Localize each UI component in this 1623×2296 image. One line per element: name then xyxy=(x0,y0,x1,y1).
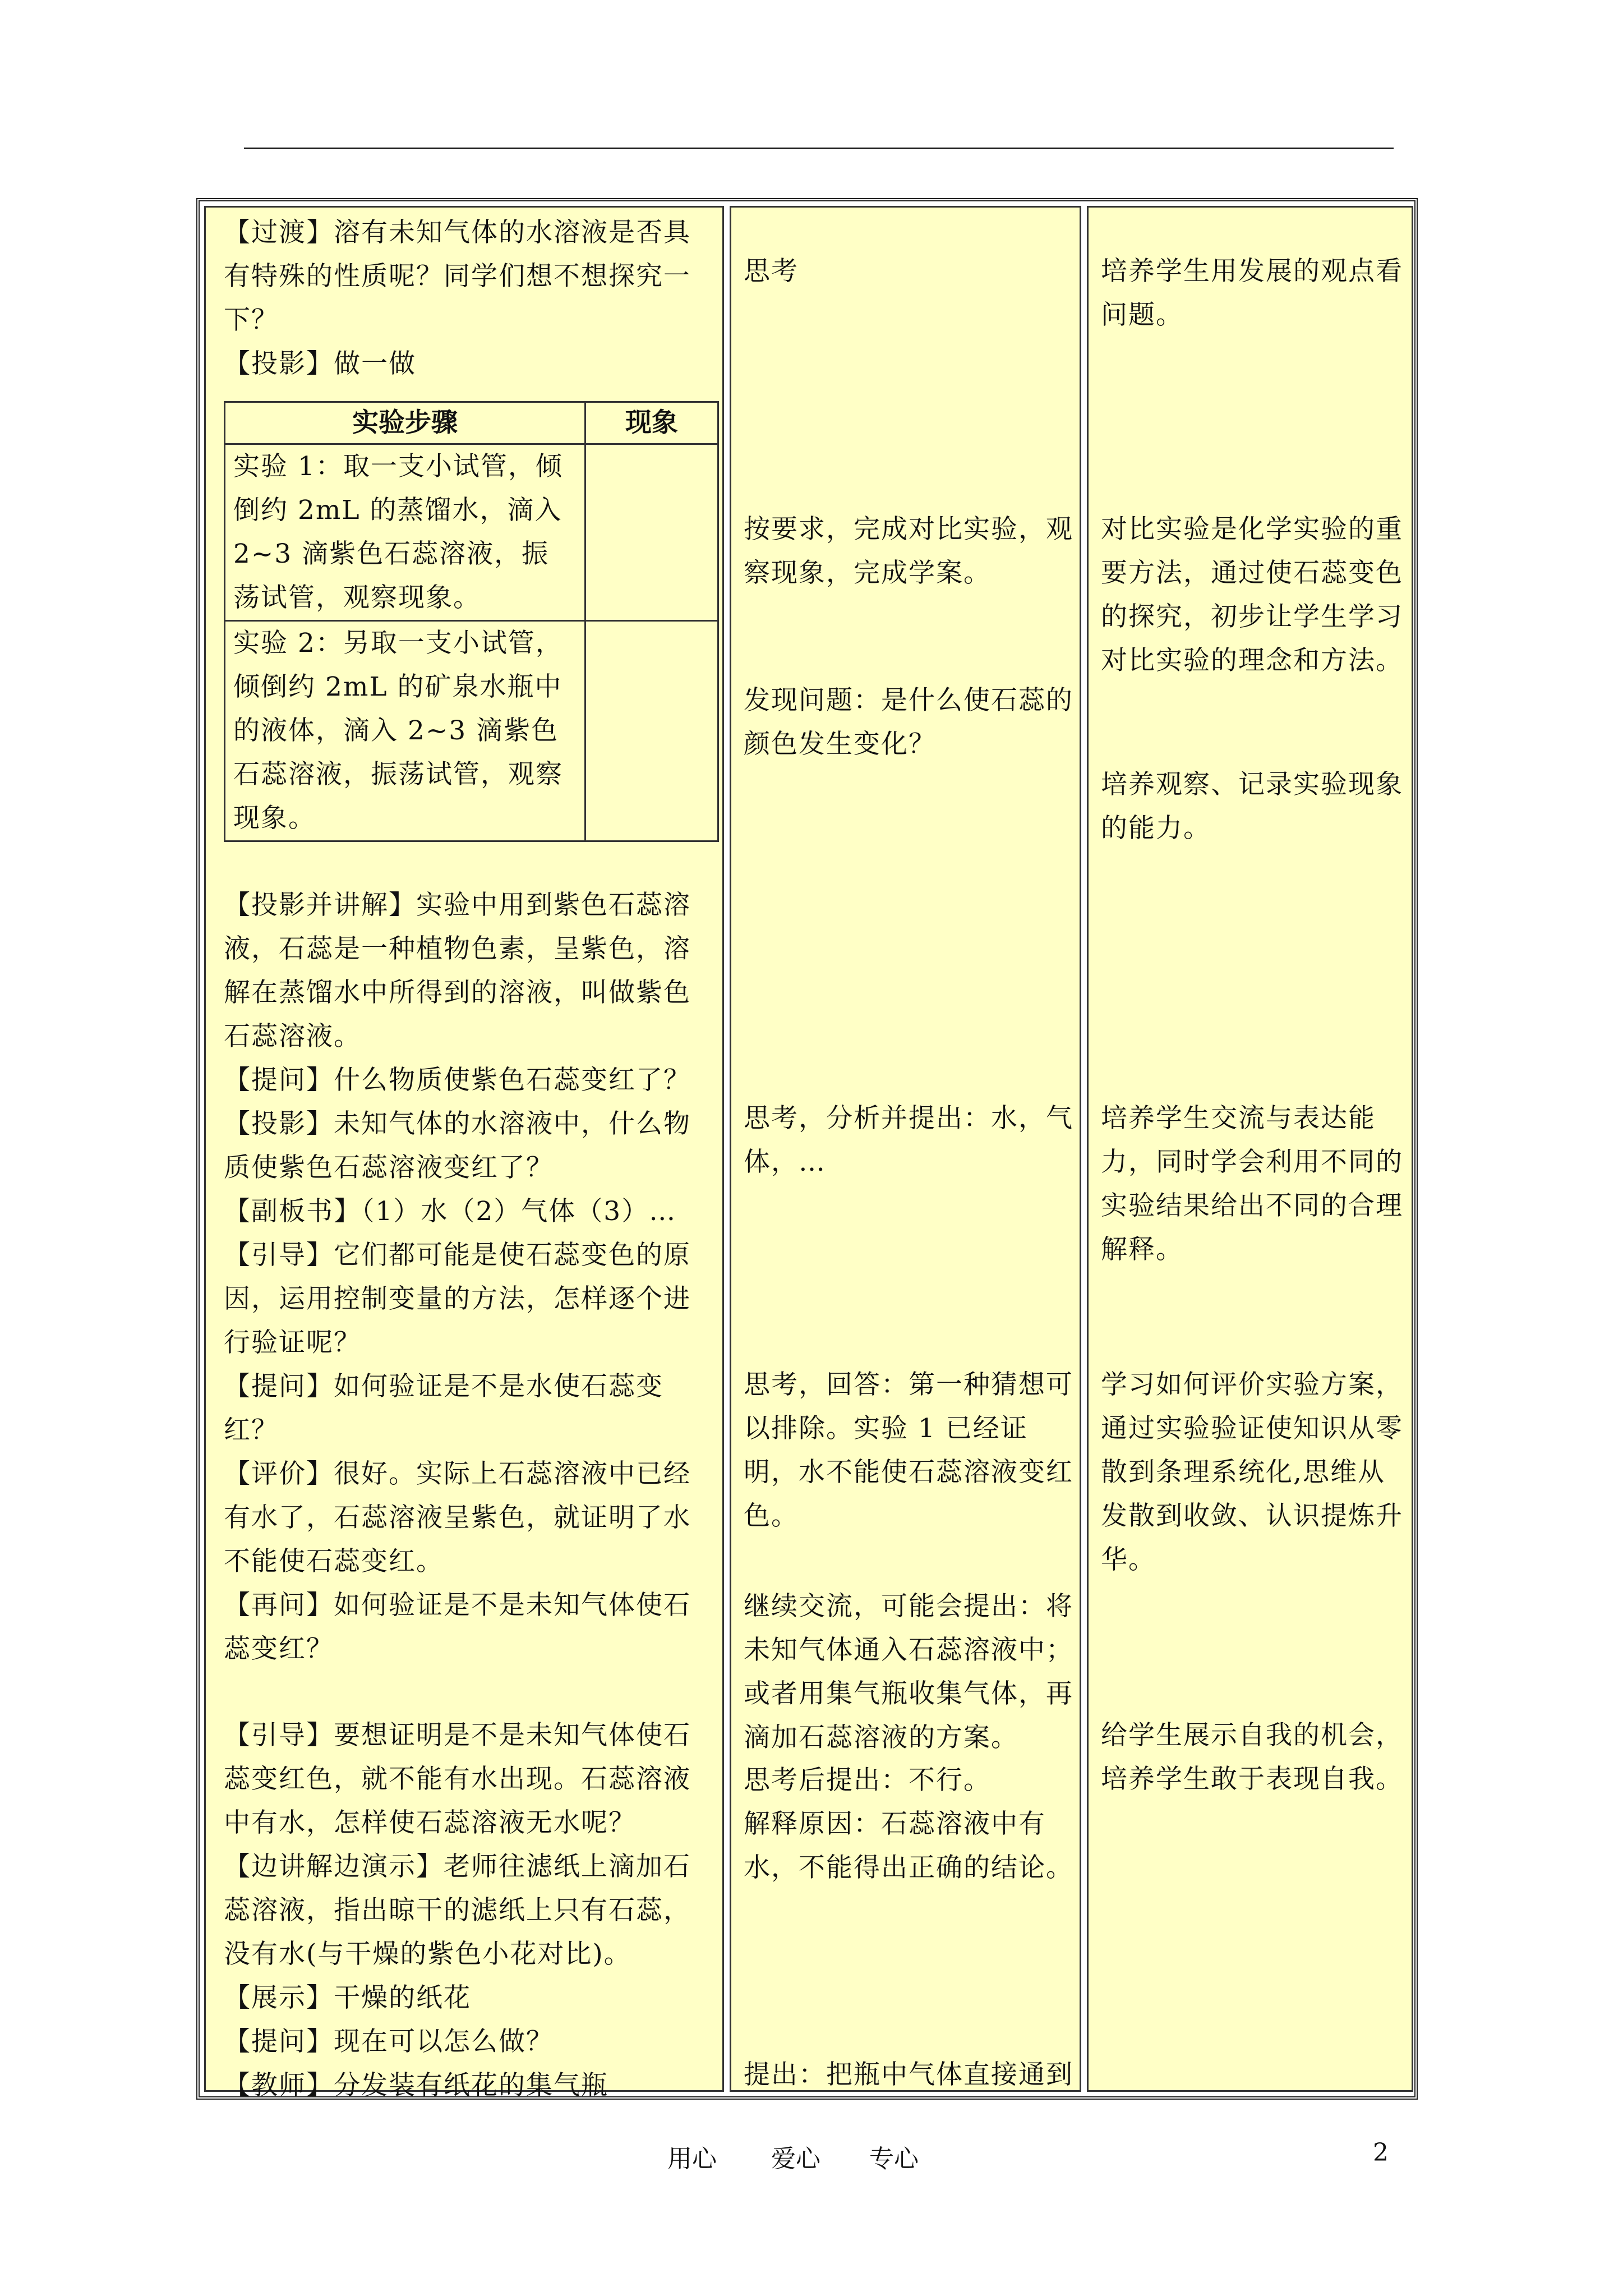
student-reason: 解释原因：石蕊溶液中有水，不能得出正确的结论。 xyxy=(744,1809,1073,1883)
table-row xyxy=(225,621,718,841)
experiment-2-step: 实验 2：另取一支小试管，倾倒约 2mL 的矿泉水瓶中的液体，滴入 2~3 滴紫色石蕊溶液，振荡试管，观察现象。 xyxy=(225,621,585,841)
dialogue-line: 【引导】它们都可能是使石蕊变色的原因，运用控制变量的方法，怎样逐个进行验证呢？ xyxy=(224,1240,691,1358)
dialogue-line: 【再问】如何验证是不是未知气体使石蕊变红？ xyxy=(224,1590,691,1664)
dialogue-line: 【提问】如何验证是不是水使石蕊变红？ xyxy=(224,1371,663,1446)
student-proposal: 提出：把瓶中气体直接通到 xyxy=(744,2059,1073,2090)
experiment-2-result xyxy=(585,621,718,841)
header-phenomenon: 现象 xyxy=(585,402,718,444)
intro-line: 【投影】做一做 xyxy=(224,348,416,379)
table-row xyxy=(225,444,718,621)
footer-motto-2: 爱心 xyxy=(771,2145,820,2173)
student-answer: 思考，回答：第一种猜想可以排除。实验 1 已经证明，水不能使石蕊溶液变红色。 xyxy=(744,1369,1073,1531)
student-experiment: 按要求，完成对比实验，观察现象，完成学案。 xyxy=(744,514,1073,588)
experiment-1-step: 实验 1：取一支小试管，倾倒约 2mL 的蒸馏水，滴入 2~3 滴紫色石蕊溶液，振荡试管，观察现象。 xyxy=(225,444,585,621)
student-think: 思考 xyxy=(744,256,799,287)
page-number: 2 xyxy=(1373,2138,1389,2167)
intro-block xyxy=(224,211,714,386)
intro-line: 【过渡】溶有未知气体的水溶液是否具有特殊的性质呢？同学们想不想探究一下？ xyxy=(224,217,691,335)
experiment-table xyxy=(224,401,719,842)
intent-3: 培养观察、记录实验现象的能力。 xyxy=(1101,769,1403,844)
dialogue-line: 【展示】干燥的纸花 xyxy=(224,1982,471,2013)
design-intent-column xyxy=(1087,206,1413,2092)
intent-4: 培养学生交流与表达能力，同时学会利用不同的实验结果给出不同的合理解释。 xyxy=(1101,1103,1403,1265)
student-analysis: 思考，分析并提出：水，气体，… xyxy=(744,1103,1073,1177)
guidance-block xyxy=(224,1714,714,2108)
dialogue-line: 【教师】分发装有纸花的集气瓶 xyxy=(224,2070,608,2101)
header-rule xyxy=(244,148,1394,149)
dialogue-line: 【副板书】（1）水（2）气体（3）… xyxy=(224,1196,677,1227)
dialogue-line: 【提问】什么物质使紫色石蕊变红了？ xyxy=(224,1065,691,1096)
dialogue-line: 【投影】未知气体的水溶液中，什么物质使紫色石蕊溶液变红了？ xyxy=(224,1108,691,1183)
footer-motto-3: 专心 xyxy=(869,2145,919,2173)
dialogue-line: 【投影并讲解】实验中用到紫色石蕊溶液，石蕊是一种植物色素，呈紫色，溶解在蒸馏水中所得到的溶液，叫做紫色石蕊溶液。 xyxy=(224,890,691,1052)
dialogue-line: 【引导】要想证明是不是未知气体使石蕊变红色，就不能有水出现。石蕊溶液中有水，怎样使石蕊溶液无水呢？ xyxy=(224,1720,691,1838)
explanation-block xyxy=(224,884,714,1671)
student-discussion: 继续交流，可能会提出：将未知气体通入石蕊溶液中；或者用集气瓶收集气体，再滴加石蕊溶液的方案。 xyxy=(744,1591,1073,1753)
intent-6: 给学生展示自我的机会，培养学生敢于表现自我。 xyxy=(1101,1720,1403,1795)
dialogue-line: 【提问】现在可以怎么做？ xyxy=(224,2026,554,2057)
header-steps: 实验步骤 xyxy=(225,402,585,444)
dialogue-line: 【边讲解边演示】老师往滤纸上滴加石蕊溶液，指出晾干的滤纸上只有石蕊，没有水(与干燥的紫色小花对比)。 xyxy=(224,1851,691,1970)
student-activity-column xyxy=(730,206,1081,2092)
dialogue-line: 【评价】很好。实际上石蕊溶液中已经有水了，石蕊溶液呈紫色，就证明了水不能使石蕊变红。 xyxy=(224,1458,691,1577)
student-question: 发现问题：是什么使石蕊的颜色发生变化？ xyxy=(744,685,1073,760)
experiment-1-result xyxy=(585,444,718,621)
intent-1: 培养学生用发展的观点看问题。 xyxy=(1101,256,1403,330)
lesson-plan-table xyxy=(196,198,1418,2100)
footer-motto-1: 用心 xyxy=(667,2145,717,2173)
student-conclusion: 思考后提出：不行。 xyxy=(744,1765,991,1796)
intent-5: 学习如何评价实验方案，通过实验验证使知识从零散到条理系统化,思维从发散到收敛、认识提炼升华。 xyxy=(1101,1369,1403,1575)
teacher-activity-column xyxy=(204,206,724,2101)
intent-2: 对比实验是化学实验的重要方法，通过使石蕊变色的探究，初步让学生学习对比实验的理念和方法。 xyxy=(1101,514,1403,676)
